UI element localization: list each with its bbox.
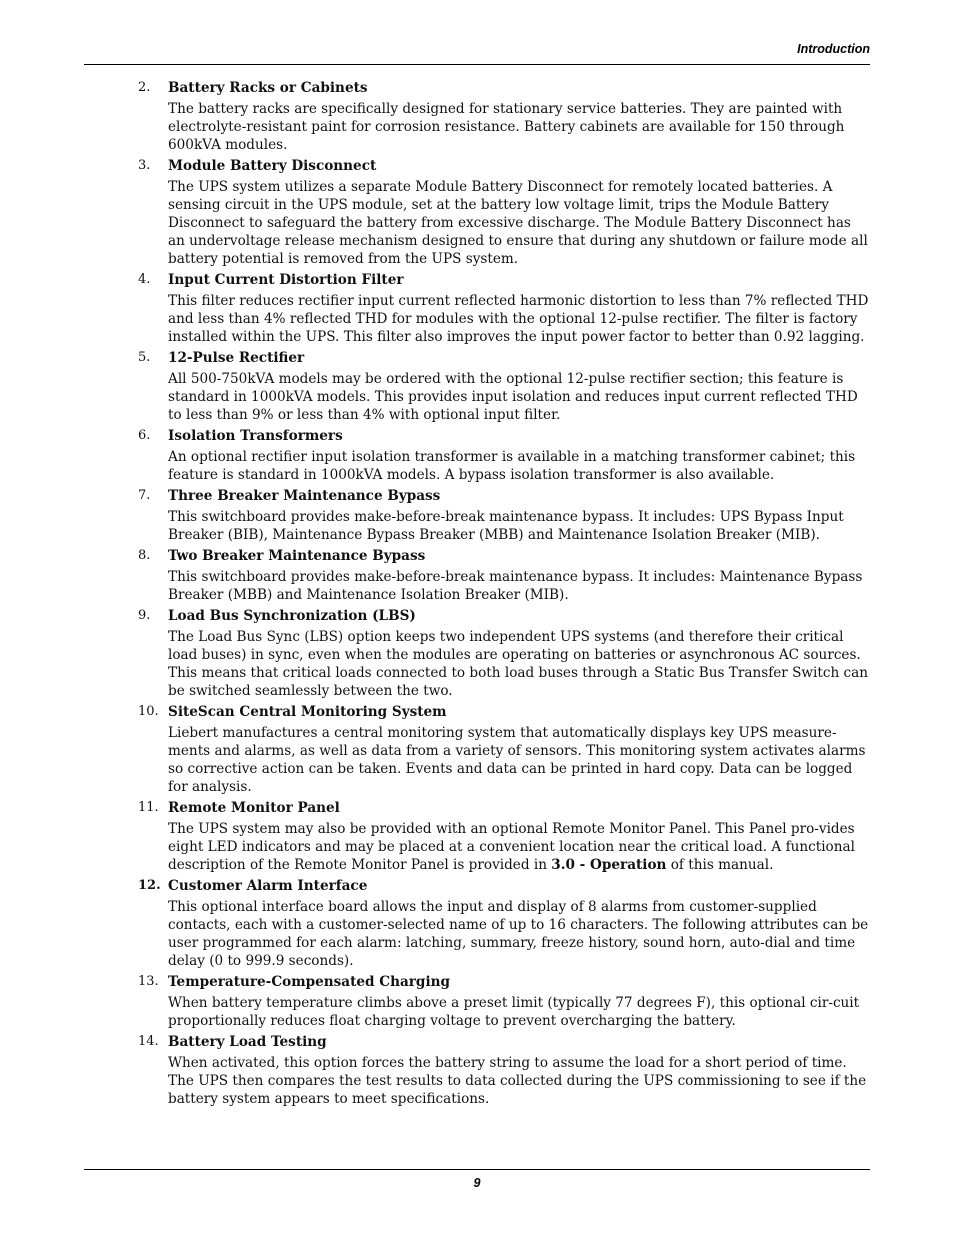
item-title: SiteScan Central Monitoring System bbox=[168, 704, 447, 720]
item-body-text: of this manual. bbox=[666, 857, 774, 873]
item-body: Liebert manufactures a central monitoring system that automatically displays key UPS measure-ments and alarms, as well as data from a variety of sensors. This monitoring system activates alarms so corrective action can be taken. Events and data can be printed in hard copy. Data can be logged for analysis. bbox=[168, 725, 866, 795]
item-number: 9. bbox=[138, 608, 151, 623]
item-body: This switchboard provides make-before-break maintenance bypass. It includes: Maintenance Bypass Breaker (MBB) and Maintenance Isolation Breaker (MIB). bbox=[168, 569, 863, 603]
item-title: Two Breaker Maintenance Bypass bbox=[168, 548, 426, 564]
page-number: 9 bbox=[473, 1176, 481, 1190]
section-reference: 3.0 - Operation bbox=[551, 857, 667, 873]
item-body: This switchboard provides make-before-break maintenance bypass. It includes: UPS Bypass Input Breaker (BIB), Maintenance Bypass Breaker (MBB) and Maintenance Isolation Breaker (MIB). bbox=[168, 509, 844, 543]
item-title: Module Battery Disconnect bbox=[168, 158, 377, 174]
header-rule bbox=[84, 64, 870, 65]
list-item bbox=[138, 877, 870, 970]
list-item bbox=[138, 1033, 870, 1108]
item-title: Temperature-Compensated Charging bbox=[168, 974, 450, 990]
item-number: 8. bbox=[138, 548, 151, 563]
list-item bbox=[138, 79, 870, 154]
item-body: The Load Bus Sync (LBS) option keeps two independent UPS systems (and therefore their critical load buses) in sync, even when the modules are operating on batteries or asynchronous AC sources. This means that critical loads connected to both load buses through a Static Bus Transfer Switch can be switched seamlessly between the two. bbox=[168, 629, 869, 699]
list-item bbox=[138, 547, 870, 604]
item-number: 13. bbox=[138, 974, 159, 989]
running-header: Introduction bbox=[797, 42, 870, 56]
item-number: 6. bbox=[138, 428, 151, 443]
list-item bbox=[138, 973, 870, 1030]
item-number: 5. bbox=[138, 350, 151, 365]
item-body: An optional rectifier input isolation transformer is available in a matching transformer cabinet; this feature is standard in 1000kVA models. A bypass isolation transformer is also available. bbox=[168, 449, 856, 483]
item-body: All 500-750kVA models may be ordered with the optional 12-pulse rectifier section; this feature is standard in 1000kVA models. This provides input isolation and reduces input current reflected THD to less than 9% or less than 4% with optional input filter. bbox=[168, 371, 858, 423]
item-body-text: The UPS system may also be provided with an optional Remote Monitor Panel. This Panel pro-vides eight LED indicators and may be placed at a convenient location near the critical load. A functional description of the Remote Monitor Panel is provided in bbox=[168, 821, 855, 873]
list-item bbox=[138, 703, 870, 796]
item-title: Customer Alarm Interface bbox=[168, 878, 368, 894]
item-number: 3. bbox=[138, 158, 151, 173]
item-title: Input Current Distortion Filter bbox=[168, 272, 404, 288]
list-item bbox=[138, 607, 870, 700]
item-number: 10. bbox=[138, 704, 159, 719]
list-item bbox=[138, 799, 870, 874]
item-body: When battery temperature climbs above a preset limit (typically 77 degrees F), this optional cir-cuit proportionally reduces float charging voltage to prevent overcharging the battery. bbox=[168, 995, 860, 1029]
item-body: This optional interface board allows the input and display of 8 alarms from customer-supplied contacts, each with a customer-selected name of up to 16 characters. The following attributes can be user programmed for each alarm: latching, summary, freeze history, sound horn, auto-dial and time delay (0 to 999.9 seconds). bbox=[168, 899, 869, 969]
list-item bbox=[138, 427, 870, 484]
item-number: 2. bbox=[138, 80, 151, 95]
item-title: Isolation Transformers bbox=[168, 428, 343, 444]
item-body: The UPS system utilizes a separate Module Battery Disconnect for remotely located batteries. A sensing circuit in the UPS module, set at the battery low voltage limit, trips the Module Battery Disconnect to safeguard the battery from excessive discharge. The Module Battery Disconnect has an undervoltage release mechanism designed to ensure that during any shutdown or failure mode all battery potential is removed from the UPS system. bbox=[168, 179, 868, 267]
item-number: 4. bbox=[138, 272, 151, 287]
item-body bbox=[168, 820, 870, 874]
item-title: Battery Load Testing bbox=[168, 1034, 327, 1050]
item-body: This filter reduces rectifier input current reflected harmonic distortion to less than 7% reflected THD and less than 4% reflected THD for modules with the optional 12-pulse rectifier. The filter is factory installed within the UPS. This filter also improves the input power factor to better than 0.92 lagging. bbox=[168, 293, 869, 345]
item-title: Battery Racks or Cabinets bbox=[168, 80, 368, 96]
list-item bbox=[138, 271, 870, 346]
item-title: Load Bus Synchronization (LBS) bbox=[168, 608, 416, 624]
item-title: 12-Pulse Rectifier bbox=[168, 350, 305, 366]
list-item bbox=[138, 157, 870, 268]
item-number: 12. bbox=[138, 878, 161, 893]
item-title: Three Breaker Maintenance Bypass bbox=[168, 488, 441, 504]
item-body: When activated, this option forces the battery string to assume the load for a short period of time. The UPS then compares the test results to data collected during the UPS commissioning to see if the battery system appears to meet specifications. bbox=[168, 1055, 867, 1107]
item-number: 11. bbox=[138, 800, 159, 815]
list-item bbox=[138, 349, 870, 424]
item-title: Remote Monitor Panel bbox=[168, 800, 340, 816]
item-number: 7. bbox=[138, 488, 151, 503]
list-item bbox=[138, 487, 870, 544]
numbered-feature-list bbox=[138, 79, 870, 1111]
item-number: 14. bbox=[138, 1034, 159, 1049]
item-body: The battery racks are specifically designed for stationary service batteries. They are painted with electrolyte-resistant paint for corrosion resistance. Battery cabinets are available for 150 through 600kVA modules. bbox=[168, 101, 845, 153]
footer-rule bbox=[84, 1169, 870, 1170]
